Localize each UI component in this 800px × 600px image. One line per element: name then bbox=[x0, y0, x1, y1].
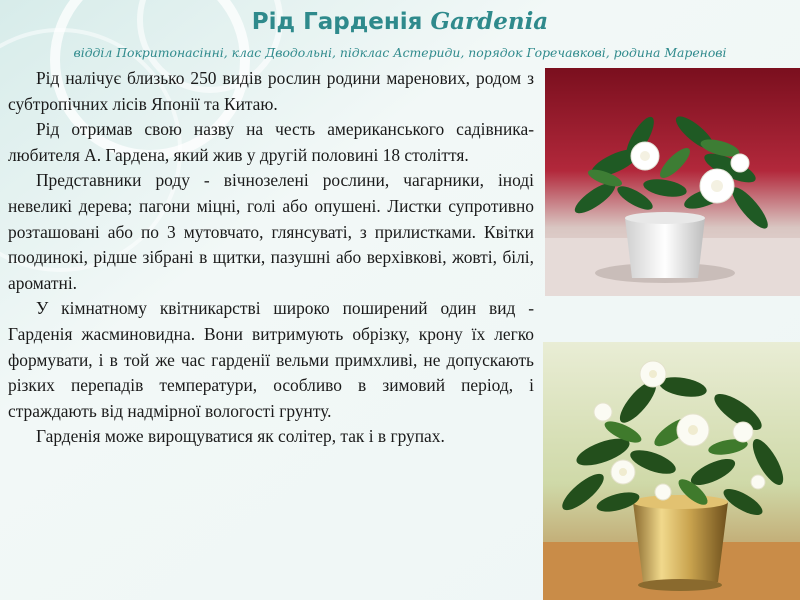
paragraph-description: Представники роду - вічнозелені рослини, чагарники, іноді невеликі дерева; пагони міцні, голі або опушені. Листки супротивно розташовані або по 3 мутовчато, глянсуваті, з прилистками. Квітки поодинокі, рідше зібрані в щитки, пазушні або верхівкові, жовті, білі, ароматні. bbox=[8, 170, 534, 293]
paragraph-planting: Гарденія може вирощуватися як солітер, так і в групах. bbox=[36, 426, 445, 447]
page-title bbox=[0, 8, 800, 35]
paragraph-origin: Рід налічує близько 250 видів рослин родини маренових, родом з субтропічних лісів Японії та Китаю. bbox=[8, 68, 534, 114]
article-body bbox=[8, 66, 534, 450]
gardenia-white-pot-photo bbox=[545, 68, 800, 296]
title-latin-name: Gardenia bbox=[430, 8, 549, 35]
title-prefix: Рід Гарденія bbox=[251, 9, 431, 35]
paragraph-name-history: Рід отримав свою назву на честь американського садівника-любителя А. Гардена, який жив у другій половині 18 століття. bbox=[8, 119, 534, 165]
paragraph-indoor-cultivation: У кімнатному квітникарстві широко поширений один вид - Гарденія жасминовидна. Вони витримують обрізку, крону їх легко формувати, і в той же час гарденії вельми примхливі, не допускають різких перепадів температури, особливо в зимовий період, і страждають від надмірної вологості грунту. bbox=[8, 298, 534, 421]
taxonomy-subtitle: відділ Покритонасінні, клас Дводольні, підклас Астериди, порядок Горечавкові, родина Маренові bbox=[73, 45, 727, 60]
gardenia-gold-pot-photo bbox=[543, 342, 800, 600]
